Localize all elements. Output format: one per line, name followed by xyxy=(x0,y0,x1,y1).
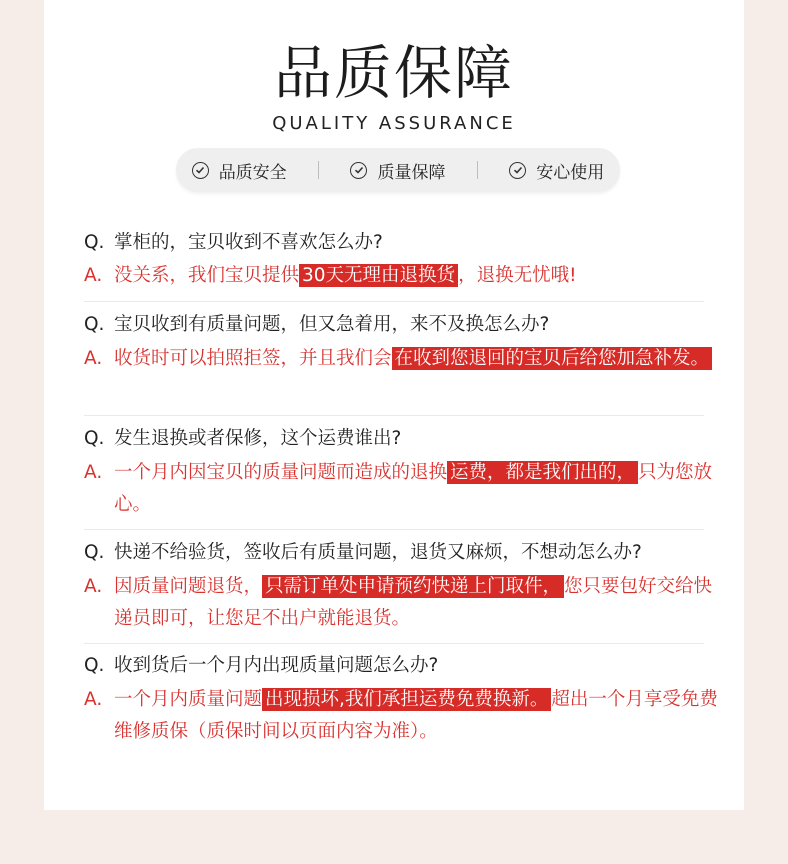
faq-item xyxy=(84,228,724,291)
faq-divider xyxy=(84,529,704,530)
badge-label: 品质安全 xyxy=(218,162,287,183)
badge-divider xyxy=(477,161,478,179)
answer-text: 收货时可以拍照拒签，并且我们会 xyxy=(114,348,392,369)
check-circle-icon xyxy=(509,162,526,179)
faq-item xyxy=(84,538,724,635)
badge-label: 安心使用 xyxy=(536,162,605,183)
badge-label: 质量保障 xyxy=(377,162,446,183)
answer-highlight: 只需订单处申请预约快递上门取件， xyxy=(262,575,564,598)
faq-question xyxy=(84,228,724,258)
badge-divider xyxy=(318,161,319,179)
faq-answer xyxy=(84,343,724,375)
faq-answer xyxy=(84,684,724,748)
question-text: 掌柜的，宝贝收到不喜欢怎么办? xyxy=(114,232,383,253)
question-text: 收到货后一个月内出现质量问题怎么办? xyxy=(114,655,439,676)
question-prefix: Q. xyxy=(84,542,105,563)
faq-question xyxy=(84,651,724,681)
faq-item xyxy=(84,651,724,748)
answer-text: 一个月内质量问题 xyxy=(114,689,263,710)
faq-question xyxy=(84,424,724,454)
assurance-badges xyxy=(176,148,620,192)
answer-text-tail: 超出一个月享受免费维修质保（质保时间以页面内容为准）。 xyxy=(114,689,718,742)
answer-prefix: A. xyxy=(84,462,103,483)
badge-safe-use xyxy=(509,158,604,183)
answer-prefix: A. xyxy=(84,689,103,710)
badge-quality-guarantee xyxy=(350,158,445,183)
page-title: 品质保障 xyxy=(273,39,514,107)
answer-text: 没关系，我们宝贝提供 xyxy=(114,265,300,286)
question-prefix: Q. xyxy=(84,232,105,253)
faq-divider xyxy=(84,415,704,416)
question-prefix: Q. xyxy=(84,314,105,335)
faq-answer xyxy=(84,457,724,521)
answer-highlight: 在收到您退回的宝贝后给您加急补发。 xyxy=(392,347,713,370)
answer-text-tail: 只为您放心。 xyxy=(114,462,713,515)
answer-text-tail: ，退换无忧哦! xyxy=(458,265,577,286)
question-text: 快递不给验货，签收后有质量问题，退货又麻烦，不想动怎么办? xyxy=(114,542,642,563)
question-prefix: Q. xyxy=(84,655,105,676)
answer-prefix: A. xyxy=(84,576,103,597)
question-text: 发生退换或者保修，这个运费谁出? xyxy=(114,428,402,449)
answer-highlight: 出现损坏,我们承担运费免费换新。 xyxy=(262,688,551,711)
answer-prefix: A. xyxy=(84,348,103,369)
answer-highlight: 运费，都是我们出的， xyxy=(447,461,638,484)
question-prefix: Q. xyxy=(84,428,105,449)
faq-item xyxy=(84,310,724,375)
check-circle-icon xyxy=(192,162,209,179)
answer-highlight: 30天无理由退换货 xyxy=(299,264,458,287)
question-text: 宝贝收到有质量问题，但又急着用，来不及换怎么办? xyxy=(114,314,550,335)
faq-answer xyxy=(84,261,724,291)
faq-item xyxy=(84,424,724,521)
faq-divider xyxy=(84,301,704,302)
faq-question xyxy=(84,538,724,568)
faq-answer xyxy=(84,571,724,635)
answer-text: 因质量问题退货， xyxy=(114,576,263,597)
answer-text: 一个月内因宝贝的质量问题而造成的退换 xyxy=(114,462,448,483)
badge-quality-safety xyxy=(192,158,287,183)
answer-prefix: A. xyxy=(84,265,103,286)
answer-text-tail: 您只要包好交给快递员即可，让您足不出户就能退货。 xyxy=(114,576,713,629)
page-subtitle: QUALITY ASSURANCE xyxy=(272,113,516,134)
check-circle-icon xyxy=(350,162,367,179)
quality-assurance-card xyxy=(44,0,744,810)
faq-divider xyxy=(84,643,704,644)
faq-question xyxy=(84,310,724,340)
